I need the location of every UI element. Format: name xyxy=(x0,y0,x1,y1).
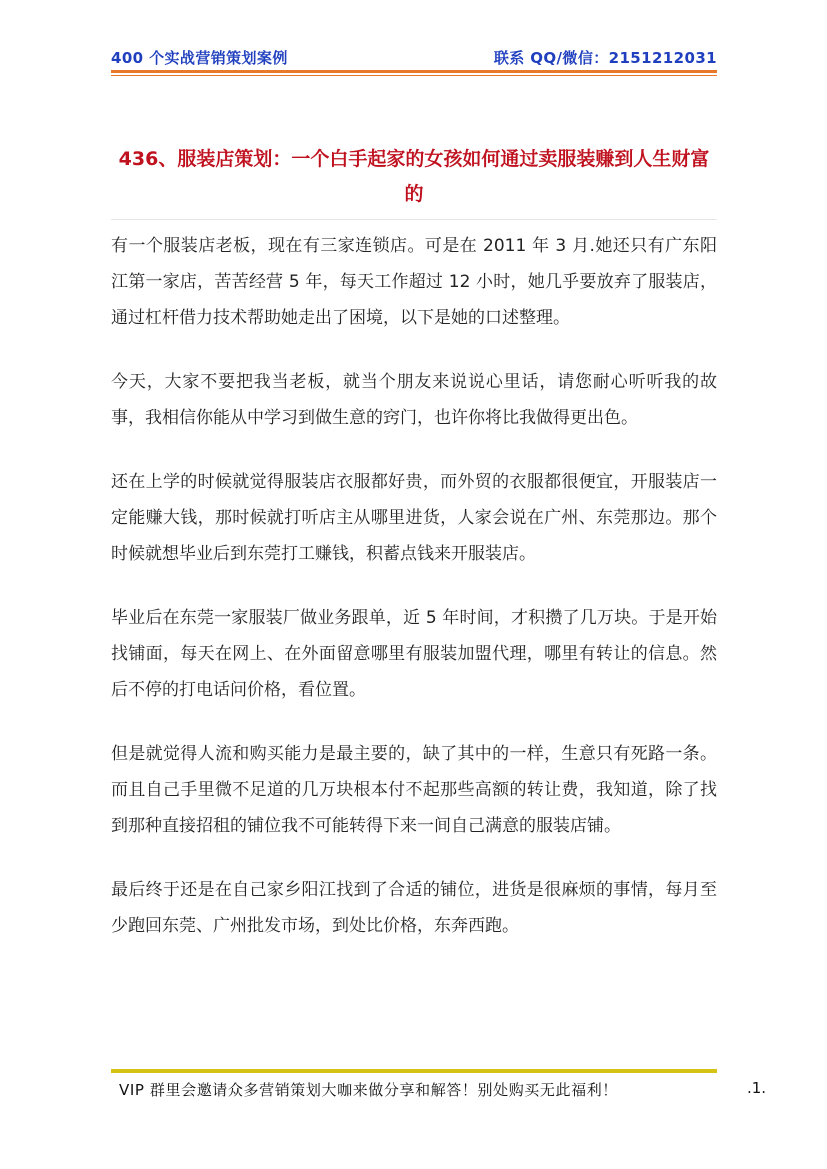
footer-promo-text: VIP 群里会邀请众多营销策划大咖来做分享和解答！别处购买无此福利！ xyxy=(119,1081,618,1099)
paragraph: 但是就觉得人流和购买能力是最主要的，缺了其中的一样，生意只有死路一条。而且自己手里微不足道的几万块根本付不起那些高额的转让费，我知道，除了找到那种直接招租的铺位我不可能转得下来一间自己满意的服装店铺。 xyxy=(111,744,717,836)
article-title: 436、服装店策划：一个白手起家的女孩如何通过卖服装赚到人生财富的 xyxy=(118,148,710,205)
paragraph: 还在上学的时候就觉得服装店衣服都好贵，而外贸的衣服都很便宜，开服装店一定能赚大钱，那时候就打听店主从哪里进货，人家会说在广州、东莞那边。那个时候就想毕业后到东莞打工赚钱，积蓄点钱来开服装店。 xyxy=(111,472,717,564)
header-series-title: 400 个实战营销策划案例 xyxy=(111,49,288,67)
header-contact: 联系 QQ/微信：2151212031 xyxy=(493,49,717,67)
page-number: .1. xyxy=(747,1079,767,1097)
page-footer xyxy=(111,1079,781,1103)
paragraph: 最后终于还是在自己家乡阳江找到了合适的铺位，进货是很麻烦的事情，每月至少跑回东莞、广州批发市场，到处比价格，东奔西跑。 xyxy=(111,880,717,936)
header-divider xyxy=(111,70,717,73)
paragraph: 毕业后在东莞一家服装厂做业务跟单，近 5 年时间，才积攒了几万块。于是开始找铺面，每天在网上、在外面留意哪里有服装加盟代理，哪里有转让的信息。然后不停的打电话问价格，看位置。 xyxy=(111,608,717,700)
paragraph: 今天，大家不要把我当老板，就当个朋友来说说心里话，请您耐心听听我的故事，我相信你能从中学习到做生意的窍门，也许你将比我做得更出色。 xyxy=(111,372,717,428)
header-divider-thin xyxy=(111,75,717,76)
title-divider xyxy=(111,219,717,220)
article-body xyxy=(111,228,717,972)
footer-divider xyxy=(111,1069,717,1073)
paragraph: 有一个服装店老板，现在有三家连锁店。可是在 2011 年 3 月.她还只有广东阳江第一家店，苦苦经营 5 年，每天工作超过 12 小时，她几乎要放弃了服装店，通过杠杆借力技术帮助她走出了困境，以下是她的口述整理。 xyxy=(111,236,717,328)
